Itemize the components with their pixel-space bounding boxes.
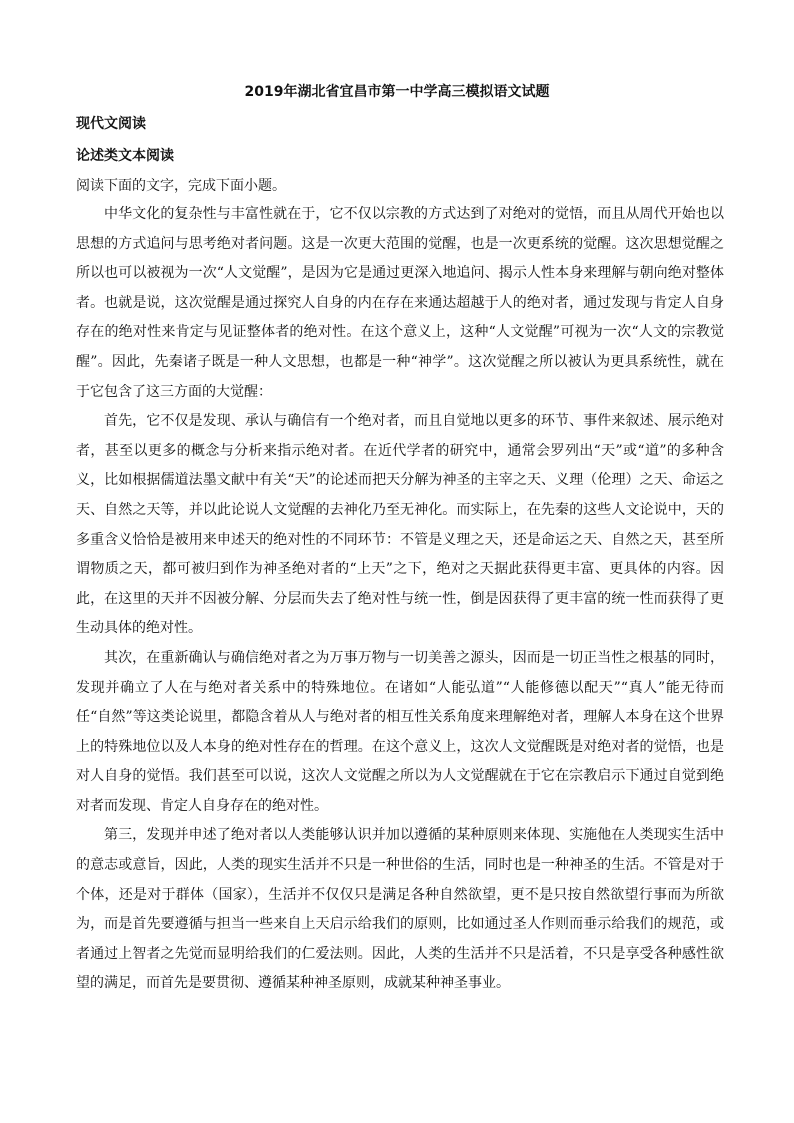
document-title: 2019年湖北省宜昌市第一中学高三模拟语文试题 xyxy=(244,84,550,100)
paragraph-1: 中华文化的复杂性与丰富性就在于，它不仅以宗教的方式达到了对绝对的觉悟，而且从周代开始也以思想的方式追问与思考绝对者问题。这是一次更大范围的觉醒，也是一次更系统的觉醒。这次思想觉醒之所以也可以被视为一次“人文觉醒”，是因为它是通过更深入地追问、揭示人性本身来理解与朝向绝对整体者。也就是说，这次觉醒是通过探究人自身的内在存在来通达超越于人的绝对者，通过发现与肯定人自身存在的绝对性来肯定与见证整体者的绝对性。在这个意义上，这种“人文觉醒”可视为一次“人文的宗教觉醒”。因此，先秦诸子既是一种人文思想，也都是一种“神学”。这次觉醒之所以被认为更具系统性，就在于它包含了这三方面的大觉醒： xyxy=(76,206,724,400)
paragraph-2: 首先，它不仅是发现、承认与确信有一个绝对者，而且自觉地以更多的环节、事件来叙述、展示绝对者，甚至以更多的概念与分析来指示绝对者。在近代学者的研究中，通常会罗列出“天”或“道”的多种含义，比如根据儒道法墨文献中有关“天”的论述而把天分解为神圣的主宰之天、义理（伦理）之天、命运之天、自然之天等，并以此论说人文觉醒的去神化乃至无神化。而实际上，在先秦的这些人文论说中，天的多重含义恰恰是被用来申述天的绝对性的不同环节：不管是义理之天，还是命运之天、自然之天，甚至所谓物质之天，都可被归到作为神圣绝对者的“上天”之下，绝对之天据此获得更丰富、更具体的内容。因此，在这里的天并不因被分解、分层而失去了绝对性与统一性，倒是因获得了更丰富的统一性而获得了更生动具体的绝对性。 xyxy=(76,413,724,637)
reading-instruction: 阅读下面的文字，完成下面小题。 xyxy=(76,178,286,194)
paragraph-3: 其次，在重新确认与确信绝对者之为万事万物与一切美善之源头，因而是一切正当性之根基的同时，发现并确立了人在与绝对者关系中的特殊地位。在诸如“人能弘道”“人能修德以配天”“真人”能无待而任“自然”等这类论说里，都隐含着从人与绝对者的相互性关系角度来理解绝对者，理解人本身在这个世界上的特殊地位以及人本身的绝对性存在的哲理。在这个意义上，这次人文觉醒既是对绝对者的觉悟，也是对人自身的觉悟。我们甚至可以说，这次人文觉醒之所以为人文觉醒就在于它在宗教启示下通过自觉到绝对者而发现、肯定人自身存在的绝对性。 xyxy=(76,649,724,814)
subsection-heading: 论述类文本阅读 xyxy=(76,148,174,164)
section-heading: 现代文阅读 xyxy=(76,116,146,132)
paragraph-4: 第三，发现并申述了绝对者以人类能够认识并加以遵循的某种原则来体现、实施他在人类现实生活中的意志或意旨，因此，人类的现实生活并不只是一种世俗的生活，同时也是一种神圣的生活。不管是对于个体，还是对于群体（国家），生活并不仅仅只是满足各种自然欲望，更不是只按自然欲望行事而为所欲为，而是首先要遵循与担当一些来自上天启示给我们的原则，比如通过圣人作则而垂示给我们的规范，或者通过上智者之先觉而显明给我们的仁爱法则。因此，人类的生活并不只是活着，不只是享受各种感性欲望的满足，而首先是要贯彻、遵循某种神圣原则，成就某种神圣事业。 xyxy=(76,827,724,992)
article-body xyxy=(76,200,724,999)
